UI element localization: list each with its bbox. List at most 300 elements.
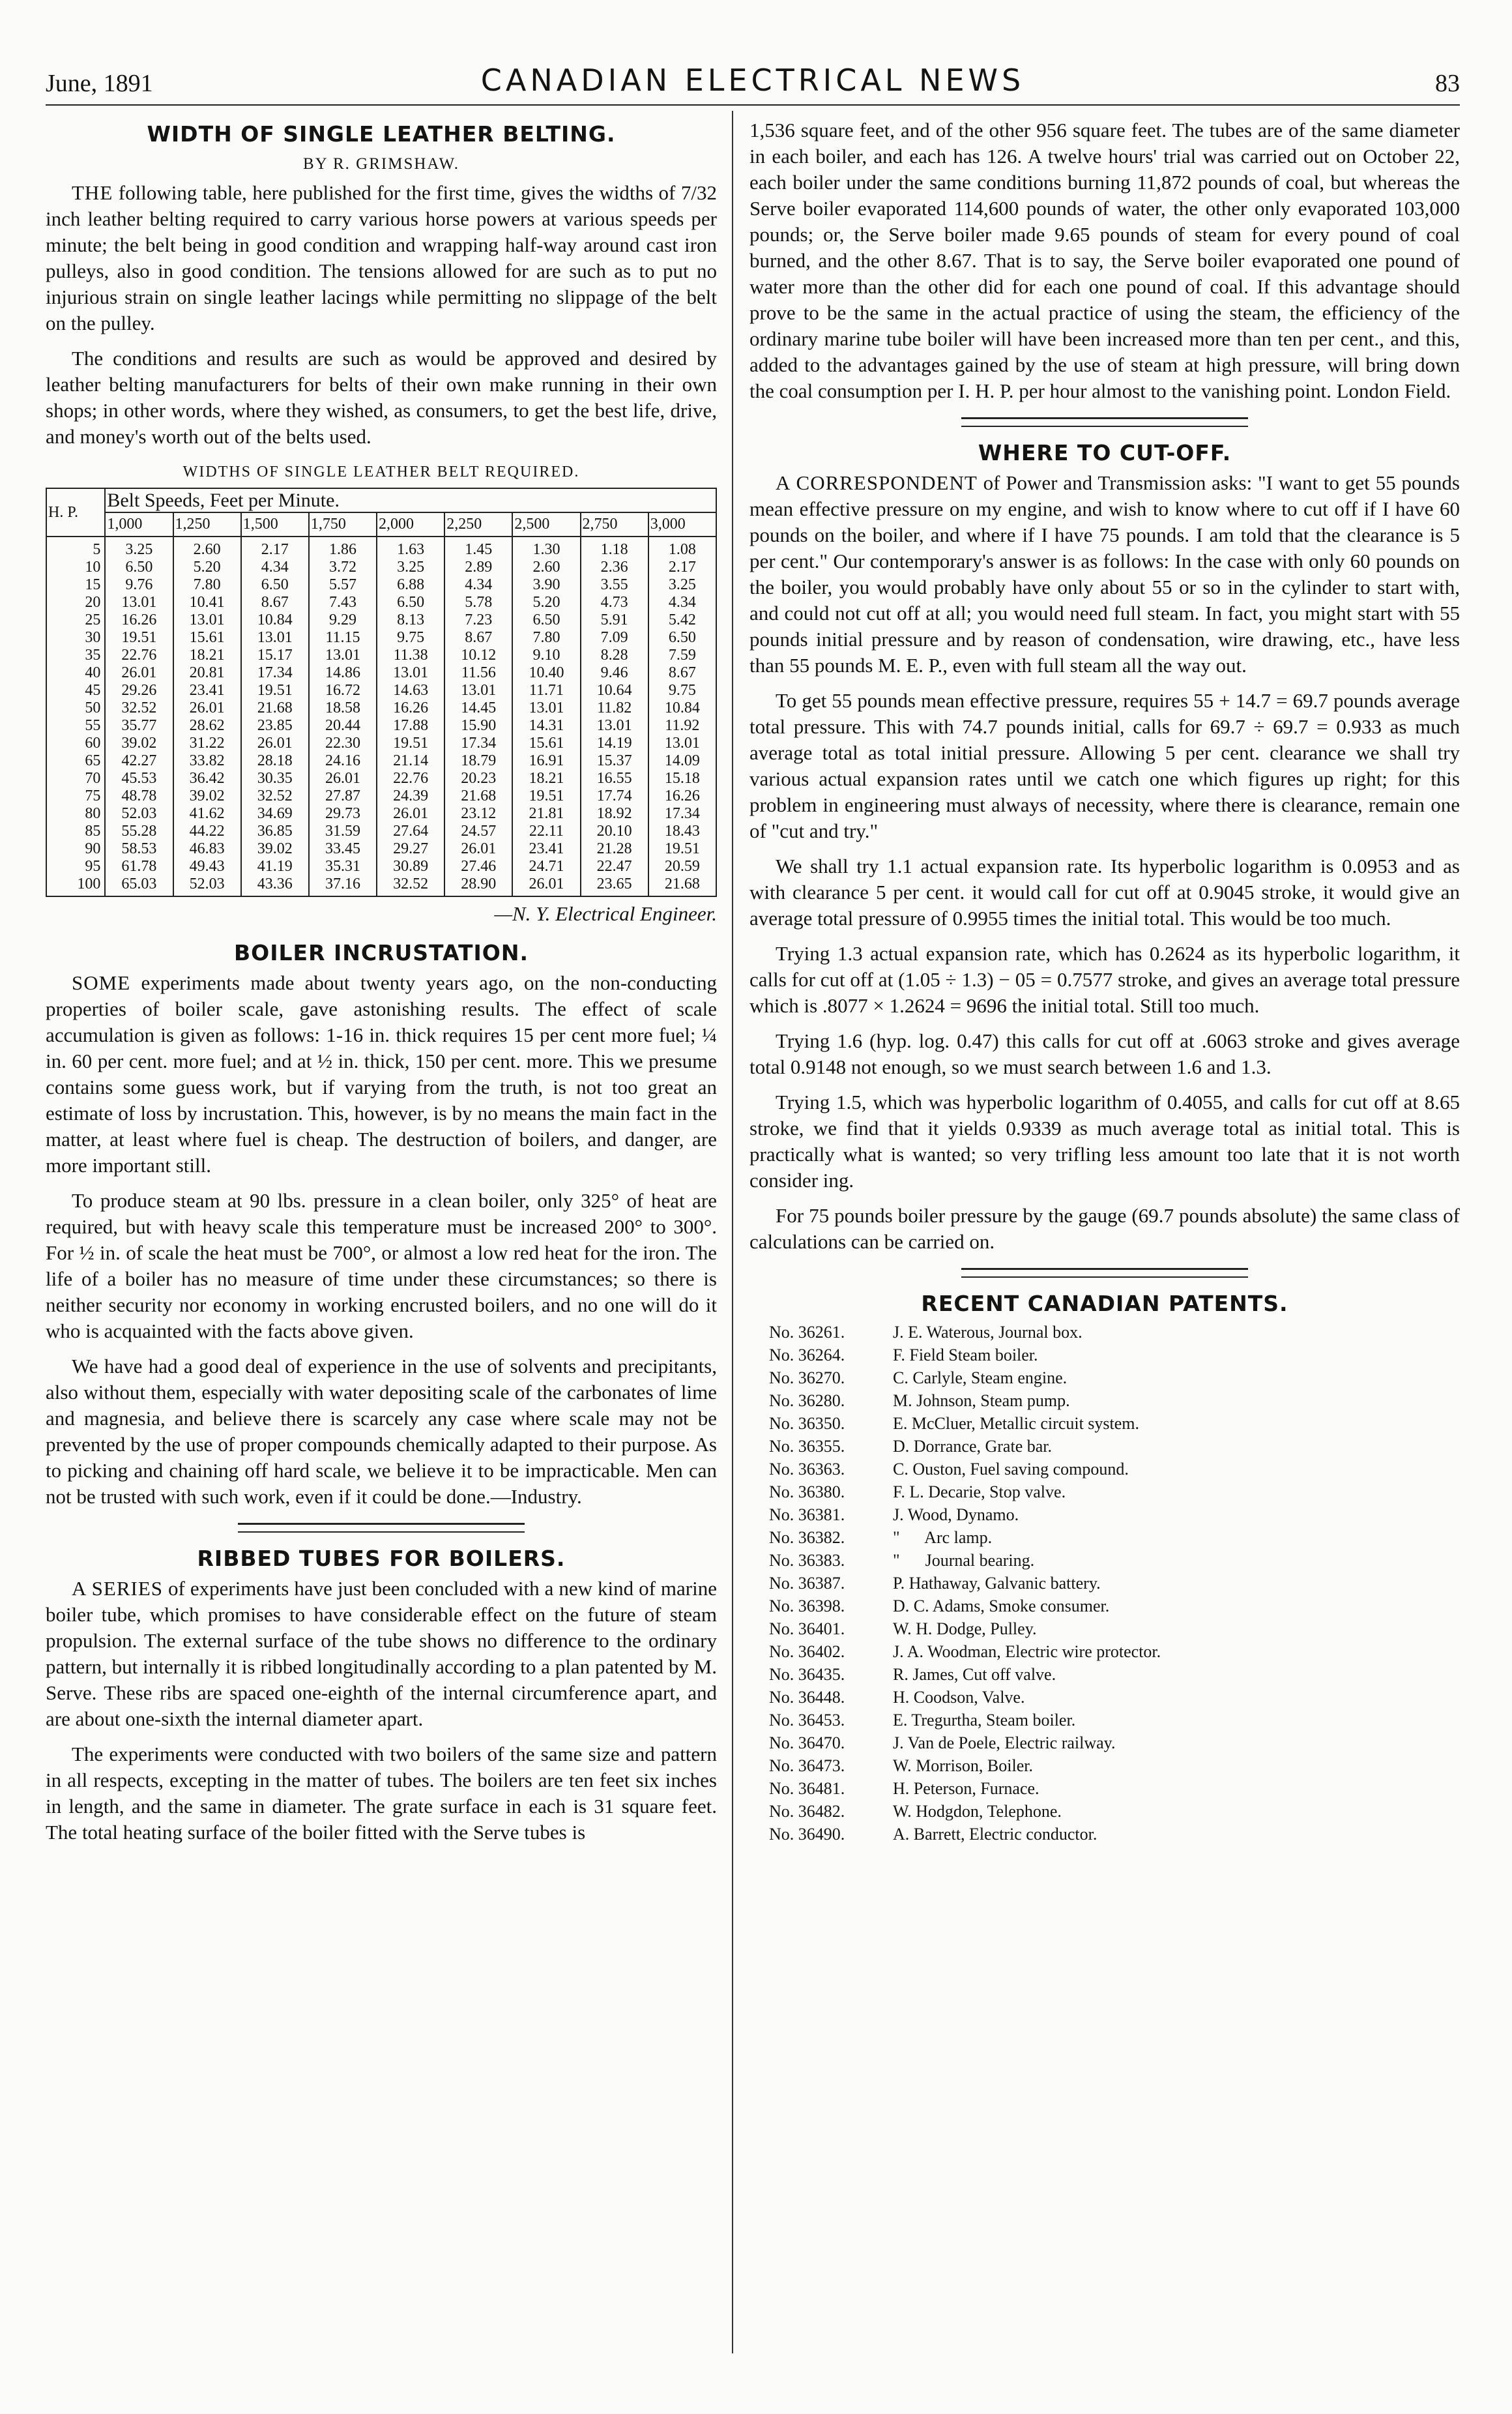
table-row <box>46 682 716 699</box>
belting-paragraph: The conditions and results are such as would be approved and desired by leather belting manufacturers for belts of their own make running in their own shops; in other words, where they wished, as consumers, to get the best life, drive, and money's worth out of the belts used. <box>46 347 717 448</box>
hp-cell: 80 <box>46 805 105 823</box>
page-number: 83 <box>1435 70 1460 97</box>
width-cell: 16.55 <box>581 770 648 787</box>
width-cell: 22.11 <box>512 823 580 840</box>
width-cell: 16.91 <box>512 752 580 770</box>
width-cell: 11.92 <box>648 717 716 735</box>
width-cell: 27.46 <box>444 858 512 876</box>
width-cell: 7.09 <box>581 629 648 647</box>
patent-number: No. 36481. <box>769 1779 845 1798</box>
width-cell: 17.34 <box>241 664 309 682</box>
patent-list <box>769 1321 1460 1846</box>
incrustation-title: BOILER INCRUSTATION. <box>234 940 529 965</box>
width-cell: 3.72 <box>309 559 377 576</box>
width-cell: 15.18 <box>648 770 716 787</box>
width-cell: 14.09 <box>648 752 716 770</box>
width-cell: 30.89 <box>377 858 444 876</box>
incrustation-paragraph: We have had a good deal of experience in the use of solvents and precipitants, also without them, especially with water depositing scale of the carbonates of lime and magnesia, and believe there is scarcely any case where scale may not be prevented by the use of proper compounds chemically adapted to their purpose. As to picking and chaining off hard scale, we believe it to be impracticable. Men can not be trusted with such work, even if it could be done.—Industry. <box>46 1355 717 1508</box>
width-cell: 46.83 <box>173 840 241 858</box>
table-row <box>46 735 716 752</box>
width-cell: 15.61 <box>512 735 580 752</box>
patent-number: No. 36382. <box>769 1528 845 1547</box>
width-cell: 26.01 <box>512 876 580 896</box>
patent-number: No. 36453. <box>769 1711 845 1730</box>
section-rule <box>238 1523 525 1533</box>
speed-column-header: 2,750 <box>581 512 648 537</box>
section-rule <box>961 417 1248 427</box>
table-row <box>46 840 716 858</box>
patent-number: No. 36264. <box>769 1346 845 1364</box>
belting-paragraph: THE following table, here published for the first time, gives the widths of 7/32 inch leather belting required to carry various horse powers at various speeds per minute; the belt being in good condition and wrapping half-way around cast iron pulleys, also in good condition. The tensions allowed for are such as to put no injurious strain on single leather lacings while permitting no slippage of the belt on the pulley. <box>46 181 717 334</box>
width-cell: 4.73 <box>581 594 648 611</box>
hp-cell: 15 <box>46 576 105 594</box>
width-cell: 19.51 <box>512 787 580 805</box>
patent-holder: C. Ouston, Fuel saving compound. <box>893 1460 1129 1479</box>
list-item <box>769 1572 1460 1595</box>
hp-cell: 60 <box>46 735 105 752</box>
list-item <box>769 1503 1460 1526</box>
table-row <box>46 664 716 682</box>
width-cell: 34.69 <box>241 805 309 823</box>
patent-holder: J. Van de Poele, Electric railway. <box>893 1733 1116 1752</box>
width-cell: 31.22 <box>173 735 241 752</box>
width-cell: 7.80 <box>173 576 241 594</box>
list-item <box>769 1344 1460 1366</box>
width-cell: 10.40 <box>512 664 580 682</box>
width-cell: 8.13 <box>377 611 444 629</box>
width-cell: 32.52 <box>241 787 309 805</box>
list-item <box>769 1366 1460 1389</box>
width-cell: 10.84 <box>241 611 309 629</box>
belting-source: —N. Y. Electrical Engineer. <box>494 902 717 925</box>
width-cell: 7.43 <box>309 594 377 611</box>
width-cell: 10.41 <box>173 594 241 611</box>
width-cell: 18.92 <box>581 805 648 823</box>
width-cell: 9.29 <box>309 611 377 629</box>
width-cell: 2.36 <box>581 559 648 576</box>
table-row <box>46 823 716 840</box>
list-item <box>769 1686 1460 1709</box>
patent-holder: J. A. Woodman, Electric wire protector. <box>893 1642 1161 1661</box>
width-cell: 20.23 <box>444 770 512 787</box>
patent-holder: E. Tregurtha, Steam boiler. <box>893 1711 1076 1730</box>
width-cell: 23.41 <box>173 682 241 699</box>
width-cell: 33.82 <box>173 752 241 770</box>
width-cell: 2.60 <box>512 559 580 576</box>
width-cell: 20.81 <box>173 664 241 682</box>
width-cell: 19.51 <box>241 682 309 699</box>
list-item <box>769 1709 1460 1731</box>
list-item <box>769 1800 1460 1823</box>
width-cell: 21.28 <box>581 840 648 858</box>
width-cell: 5.20 <box>512 594 580 611</box>
width-cell: 1.08 <box>648 537 716 559</box>
width-cell: 26.01 <box>377 805 444 823</box>
width-cell: 22.76 <box>377 770 444 787</box>
width-cell: 24.39 <box>377 787 444 805</box>
width-cell: 13.01 <box>241 629 309 647</box>
width-cell: 3.90 <box>512 576 580 594</box>
width-cell: 29.73 <box>309 805 377 823</box>
table-row <box>46 805 716 823</box>
width-cell: 18.58 <box>309 699 377 717</box>
table-row <box>46 647 716 664</box>
width-cell: 5.78 <box>444 594 512 611</box>
hp-cell: 20 <box>46 594 105 611</box>
width-cell: 14.31 <box>512 717 580 735</box>
width-cell: 17.34 <box>444 735 512 752</box>
width-cell: 1.18 <box>581 537 648 559</box>
hp-cell: 85 <box>46 823 105 840</box>
width-cell: 15.61 <box>173 629 241 647</box>
table-row <box>46 699 716 717</box>
patent-holder: D. C. Adams, Smoke consumer. <box>893 1597 1110 1615</box>
width-cell: 17.74 <box>581 787 648 805</box>
table-row <box>46 752 716 770</box>
width-cell: 16.26 <box>377 699 444 717</box>
table-row <box>46 576 716 594</box>
width-cell: 33.45 <box>309 840 377 858</box>
width-cell: 22.76 <box>105 647 173 664</box>
patent-holder: C. Carlyle, Steam engine. <box>893 1368 1068 1387</box>
patents-title: RECENT CANADIAN PATENTS. <box>921 1291 1288 1316</box>
width-cell: 8.67 <box>241 594 309 611</box>
width-cell: 19.51 <box>105 629 173 647</box>
width-cell: 14.63 <box>377 682 444 699</box>
patent-holder: " Arc lamp. <box>893 1528 993 1547</box>
patent-number: No. 36280. <box>769 1391 845 1410</box>
width-cell: 28.90 <box>444 876 512 896</box>
list-item <box>769 1617 1460 1640</box>
list-item <box>769 1663 1460 1686</box>
patent-holder: M. Johnson, Steam pump. <box>893 1391 1070 1410</box>
hp-cell: 100 <box>46 876 105 896</box>
width-cell: 65.03 <box>105 876 173 896</box>
width-cell: 9.75 <box>377 629 444 647</box>
belt-width-table <box>46 488 717 897</box>
issue-date: June, 1891 <box>46 70 153 97</box>
width-cell: 21.68 <box>241 699 309 717</box>
list-item <box>769 1526 1460 1549</box>
cutoff-paragraph: To get 55 pounds mean effective pressure, requires 55 + 14.7 = 69.7 pounds average total pressure. This with 74.7 pounds initial, calls for 69.7 ÷ 69.7 = 0.933 as much average total as total initial pressure. Allowing 5 per cent. clearance we shall try various actual expansion rates until we catch one which figures up right; for this problem in engineering must always of necessity, where there is clearance, remain one of "cut and try." <box>749 689 1460 842</box>
width-cell: 11.15 <box>309 629 377 647</box>
width-cell: 21.81 <box>512 805 580 823</box>
width-cell: 6.50 <box>648 629 716 647</box>
width-cell: 27.64 <box>377 823 444 840</box>
table-row <box>46 594 716 611</box>
cutoff-paragraph: Trying 1.5, which was hyperbolic logarithm of 0.4055, and calls for cut off at 8.65 stroke, we find that it yields 0.9339 as much average total as initial total. This is practically what is wanted; so very trifling less amount too late that it is not worth consider ing. <box>749 1091 1460 1192</box>
patent-holder: W. Morrison, Boiler. <box>893 1756 1033 1775</box>
list-item <box>769 1435 1460 1458</box>
hp-cell: 10 <box>46 559 105 576</box>
width-cell: 6.50 <box>512 611 580 629</box>
table-row <box>46 629 716 647</box>
width-cell: 24.57 <box>444 823 512 840</box>
hp-cell: 30 <box>46 629 105 647</box>
width-cell: 32.52 <box>377 876 444 896</box>
cutoff-paragraph: A CORRESPONDENT of Power and Transmission asks: "I want to get 55 pounds mean effective pressure on my engine, and wish to know where to cut off if I have 60 pounds on the boiler, and where if I have 75 pounds. I am told that the clearance is 5 per cent." Our contemporary's answer is as follows: In the case with only 60 pounds on the boiler, you would probably have only about 55 or so in the cylinder to start with, and could not cut off at all; you would need full steam. In fact, you might start with 55 pounds initial pressure and by reason of condensation, wire drawing, etc., have less than 55 pounds M. E. P., even with full steam all the way out. <box>749 471 1461 677</box>
width-cell: 13.01 <box>173 611 241 629</box>
width-cell: 13.01 <box>648 735 716 752</box>
list-item <box>769 1777 1460 1800</box>
width-cell: 9.46 <box>581 664 648 682</box>
speed-column-header: 3,000 <box>648 512 716 537</box>
hp-header: H. P. <box>46 488 105 537</box>
list-item <box>769 1321 1460 1344</box>
width-cell: 61.78 <box>105 858 173 876</box>
patent-number: No. 36363. <box>769 1460 845 1479</box>
table-row <box>46 717 716 735</box>
width-cell: 36.42 <box>173 770 241 787</box>
width-cell: 19.51 <box>377 735 444 752</box>
width-cell: 39.02 <box>173 787 241 805</box>
speed-column-header: 1,750 <box>309 512 377 537</box>
width-cell: 22.30 <box>309 735 377 752</box>
incrustation-paragraph: To produce steam at 90 lbs. pressure in a clean boiler, only 325° of heat are required, but with heavy scale this temperature must be increased 200° to 300°. For ½ in. of scale the heat must be 700°, or almost a low red heat for the iron. The life of a boiler has no measure of time under these circumstances; so there is neither security nor economy in working encrusted boilers, and no one will do it who is acquainted with the facts above given. <box>46 1189 717 1342</box>
speed-column-header: 1,500 <box>241 512 309 537</box>
section-rule <box>961 1268 1248 1278</box>
patent-number: No. 36350. <box>769 1414 845 1433</box>
width-cell: 2.17 <box>241 537 309 559</box>
width-cell: 26.01 <box>241 735 309 752</box>
width-cell: 13.01 <box>309 647 377 664</box>
list-item <box>769 1389 1460 1412</box>
ribbed-lead: A SERIES <box>72 1577 164 1600</box>
hp-cell: 55 <box>46 717 105 735</box>
width-cell: 28.18 <box>241 752 309 770</box>
patent-number: No. 36387. <box>769 1574 845 1593</box>
width-cell: 44.22 <box>173 823 241 840</box>
width-cell: 26.01 <box>173 699 241 717</box>
belt-table-title: WIDTHS OF SINGLE LEATHER BELT REQUIRED. <box>182 464 580 480</box>
width-cell: 13.01 <box>377 664 444 682</box>
incrustation-paragraph: SOME experiments made about twenty years ago, on the non-conducting properties of boiler scale, gave astonishing results. The effect of scale accumulation is given as follows: 1-16 in. thick requires 15 per cent more fuel; ¼ in. 60 per cent. more fuel; and at ½ in. thick, 150 per cent. more. This we presume contains some guess work, but if varying from the truth, is not too great an estimate of loss by incrustation. This, however, is by no means the main fact in the matter, at least where fuel is cheap. The destruction of boilers, and danger, are more important still. <box>46 971 718 1177</box>
width-cell: 30.35 <box>241 770 309 787</box>
width-cell: 15.17 <box>241 647 309 664</box>
width-cell: 4.34 <box>241 559 309 576</box>
table-row <box>46 559 716 576</box>
width-cell: 29.27 <box>377 840 444 858</box>
patent-number: No. 36381. <box>769 1505 845 1524</box>
width-cell: 21.68 <box>444 787 512 805</box>
width-cell: 17.34 <box>648 805 716 823</box>
width-cell: 14.86 <box>309 664 377 682</box>
width-cell: 23.65 <box>581 876 648 896</box>
width-cell: 13.01 <box>444 682 512 699</box>
hp-cell: 25 <box>46 611 105 629</box>
patent-holder: H. Peterson, Furnace. <box>893 1779 1040 1798</box>
width-cell: 13.01 <box>512 699 580 717</box>
width-cell: 7.80 <box>512 629 580 647</box>
speed-column-header: 1,000 <box>105 512 173 537</box>
patent-number: No. 36473. <box>769 1756 845 1775</box>
width-cell: 21.68 <box>648 876 716 896</box>
width-cell: 1.45 <box>444 537 512 559</box>
cutoff-title: WHERE TO CUT-OFF. <box>978 440 1232 465</box>
running-head <box>46 57 1460 103</box>
width-cell: 45.53 <box>105 770 173 787</box>
width-cell: 11.38 <box>377 647 444 664</box>
width-cell: 18.79 <box>444 752 512 770</box>
width-cell: 5.91 <box>581 611 648 629</box>
speed-column-header: 1,250 <box>173 512 241 537</box>
width-cell: 2.17 <box>648 559 716 576</box>
patent-holder: F. L. Decarie, Stop valve. <box>893 1482 1066 1501</box>
hp-cell: 75 <box>46 787 105 805</box>
patent-holder: P. Hathaway, Galvanic battery. <box>893 1574 1101 1593</box>
list-item <box>769 1412 1460 1435</box>
list-item <box>769 1823 1460 1846</box>
width-cell: 31.59 <box>309 823 377 840</box>
width-cell: 2.89 <box>444 559 512 576</box>
list-item <box>769 1480 1460 1503</box>
right-column <box>749 117 1460 1846</box>
width-cell: 14.19 <box>581 735 648 752</box>
width-cell: 37.16 <box>309 876 377 896</box>
width-cell: 35.77 <box>105 717 173 735</box>
width-cell: 15.90 <box>444 717 512 735</box>
list-item <box>769 1640 1460 1663</box>
width-cell: 8.67 <box>648 664 716 682</box>
patent-holder: J. E. Waterous, Journal box. <box>893 1323 1083 1342</box>
patent-holder: E. McCluer, Metallic circuit system. <box>893 1414 1140 1433</box>
width-cell: 5.57 <box>309 576 377 594</box>
width-cell: 39.02 <box>241 840 309 858</box>
hp-cell: 65 <box>46 752 105 770</box>
width-cell: 41.62 <box>173 805 241 823</box>
patent-number: No. 36482. <box>769 1802 845 1821</box>
hp-cell: 90 <box>46 840 105 858</box>
patent-holder: W. H. Dodge, Pulley. <box>893 1619 1037 1638</box>
hp-cell: 50 <box>46 699 105 717</box>
patent-number: No. 36448. <box>769 1688 845 1707</box>
width-cell: 13.01 <box>581 717 648 735</box>
ribbed-continued-paragraph: 1,536 square feet, and of the other 956 square feet. The tubes are of the same diameter in each boiler, and each has 126. A twelve hours' trial was carried out on October 22, each boiler under the same conditions burning 11,872 pounds of coal, but whereas the Serve boiler evaporated 114,600 pounds of water, the other only evaporated 103,000 pounds; or, the Serve boiler made 9.65 pounds of steam for every pound of coal burned, and the other 8.67. That is to say, the Serve boiler evaporated one pound of water more than the other did for each one pound of coal. If this advantage should prove to be the same in the actual practice of using the steam, the efficiency of the ordinary marine tube boiler will have been increased more than ten per cent., and this, added to the advantages gained by the use of steam at high pressure, will bring down the coal consumption per I. H. P. per hour almost to the vanishing point. London Field. <box>749 119 1460 402</box>
width-cell: 14.45 <box>444 699 512 717</box>
width-cell: 10.64 <box>581 682 648 699</box>
patent-number: No. 36470. <box>769 1733 845 1752</box>
patent-number: No. 36380. <box>769 1482 845 1501</box>
table-row <box>46 787 716 805</box>
list-item <box>769 1731 1460 1754</box>
width-cell: 8.67 <box>444 629 512 647</box>
patent-holder: H. Coodson, Valve. <box>893 1688 1025 1707</box>
width-cell: 19.51 <box>648 840 716 858</box>
width-cell: 35.31 <box>309 858 377 876</box>
width-cell: 18.21 <box>512 770 580 787</box>
width-cell: 22.47 <box>581 858 648 876</box>
width-cell: 42.27 <box>105 752 173 770</box>
width-cell: 43.36 <box>241 876 309 896</box>
width-cell: 48.78 <box>105 787 173 805</box>
width-cell: 49.43 <box>173 858 241 876</box>
width-cell: 55.28 <box>105 823 173 840</box>
width-cell: 10.84 <box>648 699 716 717</box>
table-row <box>46 770 716 787</box>
belting-lead: THE <box>72 181 113 204</box>
width-cell: 16.26 <box>105 611 173 629</box>
width-cell: 5.20 <box>173 559 241 576</box>
masthead-title: CANADIAN ELECTRICAL NEWS <box>480 63 1025 98</box>
width-cell: 6.88 <box>377 576 444 594</box>
width-cell: 3.25 <box>105 537 173 559</box>
width-cell: 9.76 <box>105 576 173 594</box>
left-column <box>46 117 717 1855</box>
patent-number: No. 36261. <box>769 1323 845 1342</box>
width-cell: 3.55 <box>581 576 648 594</box>
width-cell: 6.50 <box>105 559 173 576</box>
width-cell: 7.59 <box>648 647 716 664</box>
patent-number: No. 36398. <box>769 1597 845 1615</box>
hp-cell: 70 <box>46 770 105 787</box>
width-cell: 3.25 <box>377 559 444 576</box>
width-cell: 6.50 <box>377 594 444 611</box>
width-cell: 26.01 <box>444 840 512 858</box>
width-cell: 11.56 <box>444 664 512 682</box>
width-cell: 20.44 <box>309 717 377 735</box>
ribbed-paragraph: The experiments were conducted with two boilers of the same size and pattern in all respects, excepting in the matter of tubes. The boilers are ten feet six inches in length, and the same in diameter. The grate surface in each is 31 square feet. The total heating surface of the boiler fitted with the Serve tubes is <box>46 1743 717 1844</box>
hp-cell: 5 <box>46 537 105 559</box>
width-cell: 26.01 <box>105 664 173 682</box>
patent-number: No. 36355. <box>769 1437 845 1456</box>
width-cell: 18.21 <box>173 647 241 664</box>
hp-cell: 45 <box>46 682 105 699</box>
width-cell: 36.85 <box>241 823 309 840</box>
width-cell: 41.19 <box>241 858 309 876</box>
table-row <box>46 537 716 559</box>
hp-cell: 35 <box>46 647 105 664</box>
width-cell: 20.59 <box>648 858 716 876</box>
width-cell: 5.42 <box>648 611 716 629</box>
ribbed-paragraph: A SERIES of experiments have just been concluded with a new kind of marine boiler tube, which promises to have considerable effect on the future of steam propulsion. The external surface of the tube shows no difference to the ordinary pattern, but internally it is ribbed longitudinally according to a plan patented by M. Serve. These ribs are spaced one-eighth of the internal circumference apart, and are about one-sixth the internal diameter apart. <box>46 1577 718 1730</box>
width-cell: 17.88 <box>377 717 444 735</box>
width-cell: 32.52 <box>105 699 173 717</box>
width-cell: 28.62 <box>173 717 241 735</box>
hp-cell: 40 <box>46 664 105 682</box>
width-cell: 26.01 <box>309 770 377 787</box>
width-cell: 23.12 <box>444 805 512 823</box>
incrustation-lead: SOME <box>72 971 131 994</box>
width-cell: 24.16 <box>309 752 377 770</box>
patent-holder: F. Field Steam boiler. <box>893 1346 1038 1364</box>
width-cell: 6.50 <box>241 576 309 594</box>
patent-number: No. 36401. <box>769 1619 845 1638</box>
cutoff-lead: A CORRESPONDENT <box>776 471 978 494</box>
width-cell: 52.03 <box>105 805 173 823</box>
width-cell: 58.53 <box>105 840 173 858</box>
width-cell: 27.87 <box>309 787 377 805</box>
width-cell: 4.34 <box>444 576 512 594</box>
width-cell: 52.03 <box>173 876 241 896</box>
width-cell: 4.34 <box>648 594 716 611</box>
list-item <box>769 1549 1460 1572</box>
width-cell: 21.14 <box>377 752 444 770</box>
cutoff-paragraph: Trying 1.6 (hyp. log. 0.47) this calls for cut off at .6063 stroke and gives average total 0.9148 not enough, so we must search between 1.6 and 1.3. <box>749 1029 1460 1078</box>
cutoff-paragraph: We shall try 1.1 actual expansion rate. Its hyperbolic logarithm is 0.0953 and as with clearance 5 per cent. it would call for cut off at 0.9045 stroke, it would give an average total pressure of 0.9955 times the initial total. This would be too much. <box>749 855 1460 930</box>
cutoff-paragraph: For 75 pounds boiler pressure by the gauge (69.7 pounds absolute) the same class of calculations can be carried on. <box>749 1204 1460 1253</box>
width-cell: 16.26 <box>648 787 716 805</box>
table-row <box>46 858 716 876</box>
width-cell: 11.82 <box>581 699 648 717</box>
speed-column-header: 2,500 <box>512 512 580 537</box>
patent-holder: " Journal bearing. <box>893 1551 1035 1570</box>
column-divider <box>732 111 733 2353</box>
width-cell: 18.43 <box>648 823 716 840</box>
patent-number: No. 36490. <box>769 1825 845 1844</box>
width-cell: 2.60 <box>173 537 241 559</box>
width-cell: 16.72 <box>309 682 377 699</box>
width-cell: 15.37 <box>581 752 648 770</box>
